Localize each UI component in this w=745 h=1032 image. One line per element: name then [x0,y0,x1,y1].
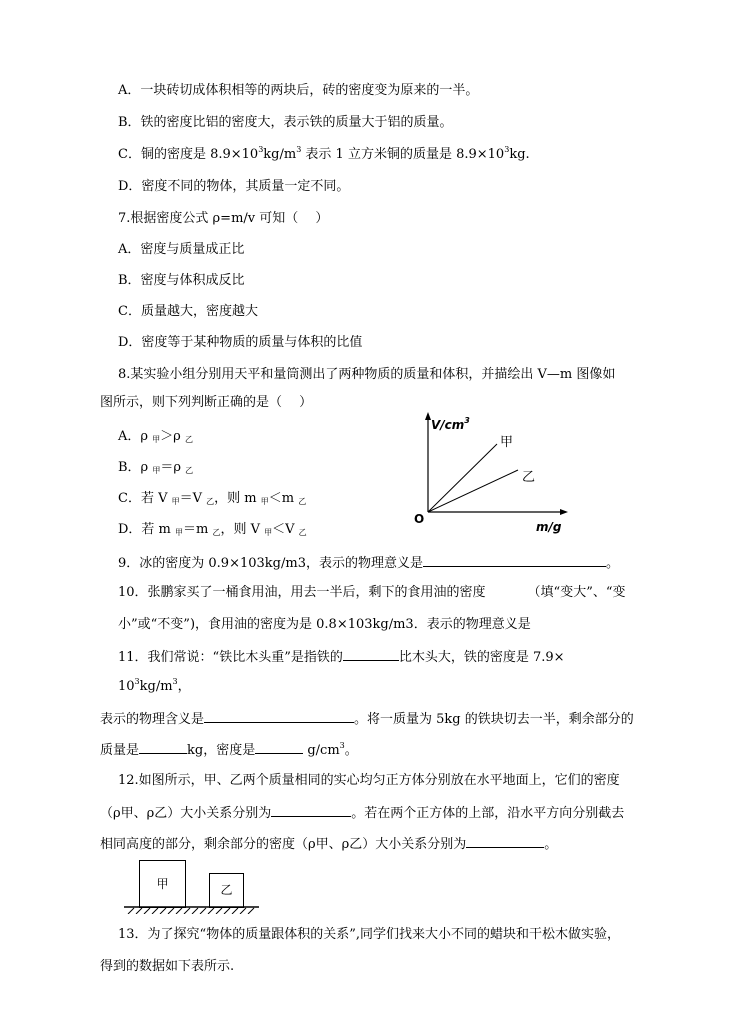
q8-option-b: B．ρ $_甲$＝ρ $_乙$ [118,460,194,475]
graph-line-yi [428,470,518,512]
vm-graph-svg [400,400,580,540]
q6-option-d: D．密度不同的物体，其质量一定不同。 [118,179,350,194]
q7-stem: 7.根据密度公式 ρ=m/v 可知（ ） [118,211,329,226]
graph-origin-label: O [414,512,425,526]
q8-stem-line1: 8.某实验小组分别用天平和量筒测出了两种物质的质量和体积，并描绘出 V—m 图像如 [118,367,616,382]
q8-option-a: A．ρ $_甲$＞ρ $_乙$ [118,429,193,444]
q12-line2: （ρ甲、ρ乙）大小关系分别为 。若在两个正方体的上部，沿水平方向分别截去 [100,803,624,823]
graph-y-label: $V/cm^3$ [431,416,470,432]
q11-line2: $10^3kg/m^3$， [118,677,191,694]
graph-x-arrow-icon [560,509,568,515]
q13-line2: 得到的数据如下表所示. [100,959,235,974]
q12-line1: 12.如图所示，甲、乙两个质量相同的实心均匀正方体分别放在水平地面上，它们的密度 [118,773,620,788]
q8-stem-line2: 图所示，则下列判断正确的是（ ） [100,395,313,410]
q6-option-b: B．铁的密度比铝的密度大，表示铁的质量大于铝的质量。 [118,115,453,130]
q8-option-c: C．若 V $_甲$＝V $_乙$，则 m $_甲$＜m $_乙$ [118,491,307,506]
q10-line2: 小”或“不变”)，食用油的密度为是 0.8×103kg/m3．表示的物理意义是 [118,617,531,632]
cube-jia: 甲 [139,860,186,908]
q11-blank-3[interactable] [139,740,187,754]
q11-line3: 表示的物理含义是 。将一质量为 5kg 的铁块切去一半，剩余部分的 [100,709,634,729]
q7-option-a: A．密度与质量成正比 [118,242,245,257]
cube-yi: 乙 [209,873,244,908]
q13-line1: 13．为了探究“物体的质量跟体积的关系”,同学们找来大小不同的蜡块和干松木做实验， [118,927,620,942]
q7-option-c: C．质量越大，密度越大 [118,304,258,319]
graph-jia-label: 甲 [500,435,514,450]
q11-blank-2[interactable] [204,709,354,723]
q11-line4: 质量是 kg，密度是 $g/cm^3$。 [100,741,358,758]
q11-blank-1[interactable] [343,647,399,661]
q12-blank-2[interactable] [466,834,544,848]
q6-option-a: A．一块砖切成体积相等的两块后，砖的密度变为原来的一半。 [118,83,479,98]
q11-blank-4[interactable] [255,740,303,754]
graph-x-label: m/g [536,520,562,534]
q10-line1: 10．张鹏家买了一桶食用油，用去一半后，剩下的食用油的密度 （填“变大”、“变 [118,585,626,600]
q9-text: 9．冰的密度为 0.9×103kg/m3，表示的物理意义是 。 [118,553,619,573]
graph-yi-label: 乙 [522,470,536,485]
q12-blank-1[interactable] [271,803,351,817]
q12-line3: 相同高度的部分，剩余部分的密度（ρ甲、ρ乙）大小关系分别为 。 [100,834,557,854]
q7-option-d: D．密度等于某种物质的质量与体积的比值 [118,335,363,350]
ground-hatch [124,906,259,914]
q9-answer-blank[interactable] [423,553,606,567]
q8-option-d: D．若 m $_甲$＝m $_乙$，则 V $_甲$＜V $_乙$ [118,522,307,537]
q6-option-c: C．铜的密度是 $8.9\times 10^3kg/m^3$ 表示 1 立方米铜的质量是 $8.9\times 10^3kg$. [118,145,530,162]
q7-option-b: B．密度与体积成反比 [118,273,245,288]
q11-line1: 11．我们常说：“铁比木头重”是指铁的 比木头大，铁的密度是 7.9× [118,647,565,667]
graph-line-jia [428,444,497,512]
